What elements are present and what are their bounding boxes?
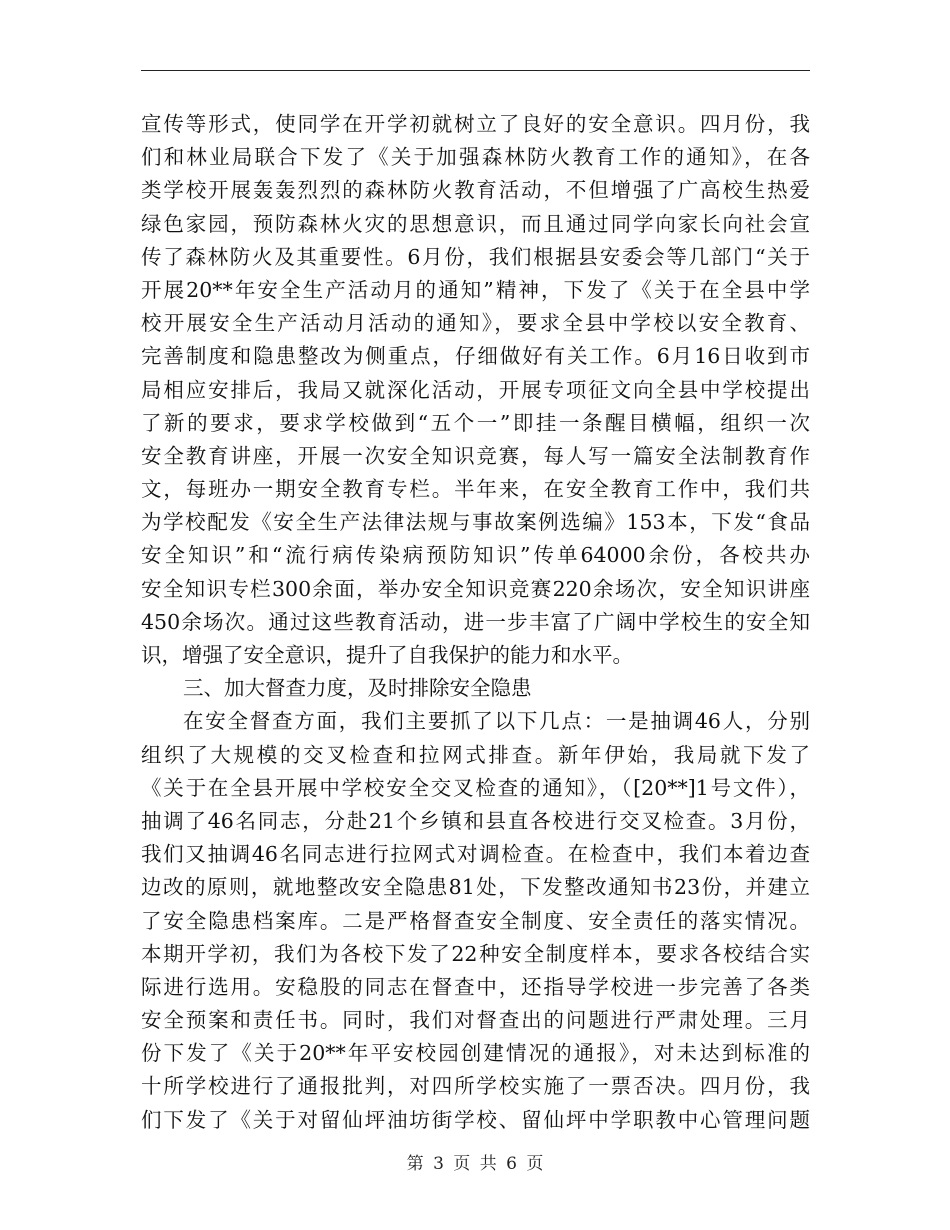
text-line: 十所学校进行了通报批判，对四所学校实施了一票否决。四月份，我 [141, 1074, 810, 1099]
text-line: 了新的要求，要求学校做到“五个一”即挂一条醒目横幅，组织一次 [141, 410, 810, 435]
text-line: 际进行选用。安稳股的同志在督查中，还指导学校进一步完善了各类 [141, 974, 810, 999]
text-line: 组织了大规模的交叉检查和拉网式排查。新年伊始，我局就下发了 [141, 742, 810, 767]
text-line: 在安全督查方面，我们主要抓了以下几点：一是抽调46人，分别 [183, 709, 810, 734]
text-line: 传了森林防火及其重要性。6月份，我们根据县安委会等几部门“关于 [141, 244, 810, 269]
text-line: 安全知识专栏300余面，举办安全知识竞赛220余场次，安全知识讲座 [141, 576, 810, 601]
text-line: 安全教育讲座，开展一次安全知识竞赛，每人写一篇安全法制教育作 [141, 443, 810, 468]
text-line: 绿色家园，预防森林火灾的思想意识，而且通过同学向家长向社会宣 [141, 211, 810, 236]
text-line: 本期开学初，我们为各校下发了22种安全制度样本，要求各校结合实 [141, 941, 810, 966]
section-heading: 三、加大督查力度，及时排除安全隐患 [183, 676, 532, 701]
text-line: 们下发了《关于对留仙坪油坊街学校、留仙坪中学职教中心管理问题 [141, 1107, 810, 1132]
page-number: 第 3 页 共 6 页 [406, 1154, 544, 1174]
text-line: 安全知识”和“流行病传染病预防知识”传单64000余份，各校共办 [141, 543, 810, 568]
text-line: 安全预案和责任书。同时，我们对督查出的问题进行严肃处理。三月 [141, 1008, 810, 1033]
text-line: 了安全隐患档案库。二是严格督查安全制度、安全责任的落实情况。 [141, 908, 810, 933]
text-line: 们和林业局联合下发了《关于加强森林防火教育工作的通知》，在各 [141, 145, 810, 170]
text-line: 为学校配发《安全生产法律法规与事故案例选编》153本，下发“食品 [141, 510, 810, 535]
body-text [141, 108, 810, 1137]
text-line: 我们又抽调46名同志进行拉网式对调检查。在检查中，我们本着边查 [141, 842, 810, 867]
text-line: 份下发了《关于20**年平安校园创建情况的通报》，对未达到标准的 [141, 1041, 810, 1066]
text-line: 450余场次。通过这些教育活动，进一步丰富了广阔中学校生的安全知 [141, 609, 810, 634]
text-line: 宣传等形式，使同学在开学初就树立了良好的安全意识。四月份，我 [141, 112, 810, 136]
text-line: 类学校开展轰轰烈烈的森林防火教育活动，不但增强了广高校生热爱 [141, 178, 810, 203]
text-line: 《关于在全县开展中学校安全交叉检查的通知》，（[20**]1号文件）， [141, 775, 810, 800]
text-line: 完善制度和隐患整改为侧重点，仔细做好有关工作。6月16日收到市 [141, 344, 810, 369]
text-line: 局相应安排后，我局又就深化活动，开展专项征文向全县中学校提出 [141, 377, 810, 402]
text-line: 开展20**年安全生产活动月的通知”精神，下发了《关于在全县中学 [141, 277, 810, 302]
header-rule [141, 70, 810, 71]
text-line: 边改的原则，就地整改安全隐患81处，下发整改通知书23份，并建立 [141, 875, 810, 900]
text-line: 校开展安全生产活动月活动的通知》，要求全县中学校以安全教育、 [141, 311, 810, 336]
text-line: 抽调了46名同志，分赴21个乡镇和县直各校进行交叉检查。3月份， [141, 808, 810, 833]
text-line: 识，增强了安全意识，提升了自我保护的能力和水平。 [141, 643, 633, 667]
text-line: 文，每班办一期安全教育专栏。半年来，在安全教育工作中，我们共 [141, 477, 810, 502]
